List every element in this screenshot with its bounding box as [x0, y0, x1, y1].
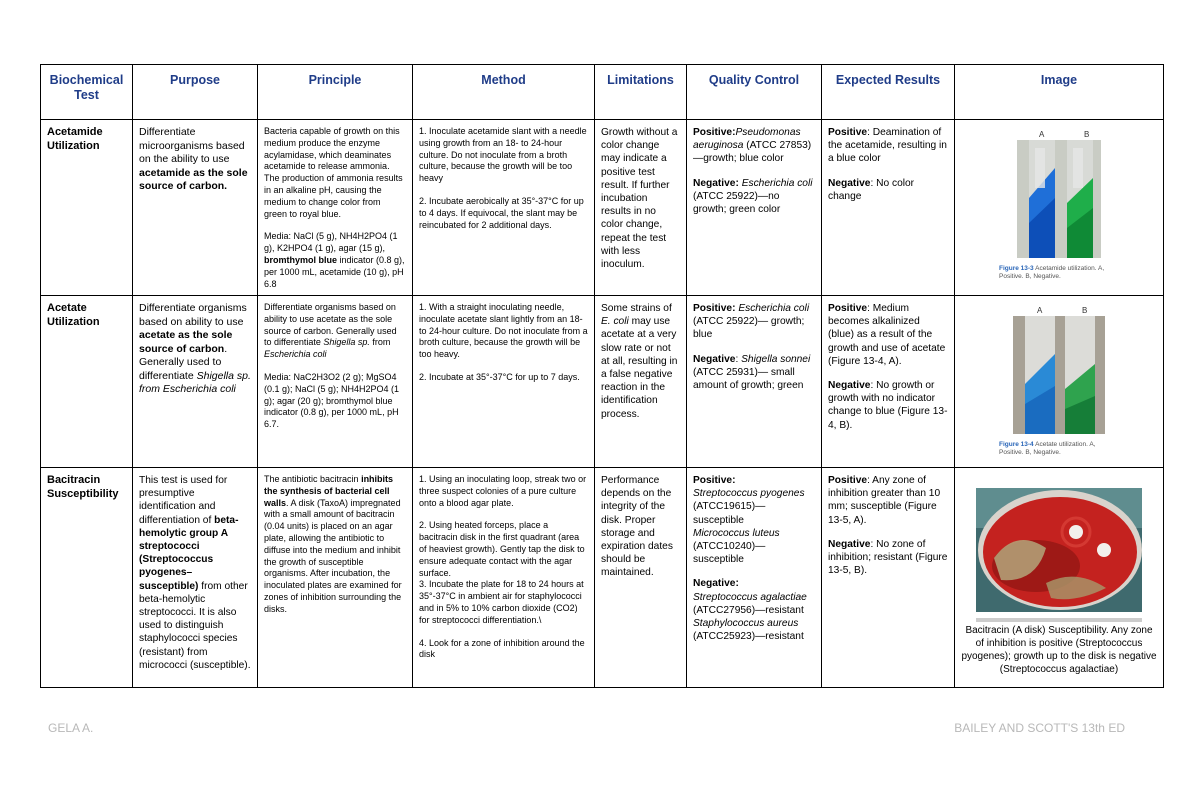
qc-result: (ATCC 25922)—no growth; green color: [693, 190, 781, 216]
qc-positive: [693, 474, 815, 566]
qc-negative: Negative: Shigella sonnei (ATCC 25931)— small amount of growth; green: [693, 353, 811, 392]
principle-bold: inhibits the synthesis of bacterial cell walls: [264, 474, 394, 508]
method-step: 4. Look for a zone of inhibition around the disk: [419, 637, 585, 660]
qc-organism: Streptococcus pyogenes: [693, 488, 805, 500]
bacitracin-figure: [976, 488, 1142, 622]
limitations-cell: [595, 468, 687, 688]
method-step: 2. Using heated forceps, place a bacitracin disk in the first quadrant (area of heaviest growth). Gently tap the disk to ensure adequate contact with the agar surface.: [419, 520, 585, 578]
qc-result: (ATCC 25922)— growth; blue: [693, 316, 805, 341]
expected-negative: [828, 177, 948, 203]
limitations-italic: E. coli: [601, 316, 629, 328]
purpose-text: Differentiate microorganisms based on the ability to use: [139, 126, 245, 165]
principle-text: Bacteria capable of growth on this medium produce the enzyme acylamidase, which deaminates acetamide to release ammonia. The production of ammonia results in an alkaline pH, causing the medium to change color from green to royal blue.: [264, 126, 403, 219]
qc-negative: [693, 177, 815, 217]
tube-label-a: A: [1039, 130, 1045, 139]
qc-positive-label: Positive:: [693, 127, 736, 138]
principle-cell: [258, 120, 413, 296]
tube-label-b: B: [1082, 306, 1088, 315]
purpose-bold: acetamide as the sole source of carbon.: [139, 166, 248, 192]
limitations-cell: [595, 296, 687, 468]
limitations-cell: [595, 120, 687, 296]
expected-positive: [828, 126, 948, 166]
test-name-cell: [41, 120, 133, 296]
table-row: [41, 120, 1164, 296]
footer-source: BAILEY AND SCOTT'S 13th ED: [954, 721, 1125, 735]
purpose-bold: acetate as the sole source of carbon: [139, 329, 233, 355]
limitations-text-end: may use acetate at a very slow rate or not at all, resulting in a false negative reaction in the identification process.: [601, 316, 678, 420]
expected-results-cell: [822, 296, 955, 468]
principle-media: Media: NaC2H3O2 (2 g); MgSO4 (0.1 g); NaCl (5 g); NH4H2PO4 (1 g); agar (20 g); bromthymol blue indicator (0.8 g), per 1000 mL, pH 6.7.: [264, 371, 400, 430]
qc-result: (ATCC 25931)— small amount of growth; green: [693, 366, 804, 392]
principle-text: [264, 302, 406, 361]
figure-caption-text: Acetate utilization. A, Positive. B, Negative.: [999, 441, 1096, 456]
expected-negative-text: : No color change: [828, 177, 915, 202]
principle-cell: [258, 468, 413, 688]
qc-positive: [693, 302, 815, 342]
figure-number: Figure 13-3: [999, 265, 1034, 272]
header-quality-control: Quality Control: [687, 65, 822, 120]
expected-positive-label: Positive: [828, 475, 868, 486]
method-step: 1. With a straight inoculating needle, inoculate acetate slant lightly from an 18- to 24-hour culture. Do not inoculate from a broth culture, because the growth will be too heavy.: [419, 302, 588, 360]
qc-negative: [693, 577, 815, 643]
principle-text-a: Differentiate organisms based on ability to use acetate as the sole source of carbon. Generally used to differentiate: [264, 302, 397, 348]
expected-positive-label: Positive: [828, 303, 868, 314]
expected-negative-label: Negative: [828, 177, 871, 189]
header-expected-results: Expected Results: [822, 65, 955, 120]
qc-organism: Staphylococcus aureus: [693, 618, 799, 630]
qc-organism: Streptococcus agalactiae: [693, 591, 807, 603]
figure-number: Figure 13-4: [999, 441, 1034, 448]
qc-positive: [693, 126, 815, 166]
purpose-text-2: from other beta-hemolytic streptococci. It is also used to distinguish staphylococci species (resistant) from micrococci (susceptible).: [139, 580, 251, 671]
header-biochemical-test: Biochemical Test: [41, 65, 133, 120]
qc-result: (ATCC25923)—resistant: [693, 631, 804, 643]
header-principle: Principle: [258, 65, 413, 120]
method-step: 2. Incubate at 35°-37°C for up to 7 days.: [419, 371, 580, 382]
qc-result: (ATCC19615)—susceptible: [693, 501, 766, 526]
method-step: 2. Incubate aerobically at 35°-37°C for up to 4 days. If equivocal, the slant may be reincubated for 2 additional days.: [419, 195, 584, 230]
test-name: Acetate Utilization: [47, 302, 100, 328]
expected-negative: [828, 538, 948, 578]
header-image: Image: [955, 65, 1164, 120]
biochemical-tests-table: [40, 64, 1164, 688]
qc-organism: Escherichia coli: [738, 303, 810, 314]
figure-caption-text: Acetamide utilization. A, Positive. B, Negative.: [999, 265, 1105, 280]
method-cell: [413, 296, 595, 468]
purpose-cell: [133, 468, 258, 688]
method-step: 1. Using an inoculating loop, streak two or three suspect colonies of a pure culture onto a blood agar plate.: [419, 474, 587, 508]
expected-positive: [828, 302, 948, 368]
qc-result: (ATCC 27853)—growth; blue color: [693, 140, 812, 165]
principle-text-b: from: [369, 337, 391, 348]
qc-negative-label: Negative: [693, 353, 736, 365]
expected-results-cell: [822, 468, 955, 688]
table-row: [41, 296, 1164, 468]
qc-organism: Shigella sonnei: [741, 353, 811, 365]
tube-label-a: A: [1037, 306, 1043, 315]
expected-positive-text: : Deamination of the acetamide, resulting in a blue color: [828, 127, 947, 165]
tube-label-b: B: [1084, 130, 1090, 139]
header-method: Method: [413, 65, 595, 120]
method-cell: [413, 120, 595, 296]
expected-positive-text: : Medium becomes alkalinized (blue) as a result of the growth and use of acetate (Figure 13-4, A).: [828, 303, 946, 367]
expected-negative-label: Negative: [828, 538, 871, 550]
test-name-cell: [41, 468, 133, 688]
qc-organism: Escherichia coli: [741, 177, 813, 189]
limitations-text: Growth without a color change may indicate a positive test result. If further incubation results in no color change, repeat the test with less inoculum.: [601, 127, 678, 271]
quality-control-cell: [687, 120, 822, 296]
acetate-tubes-photo: [999, 304, 1119, 434]
principle-text-a: The antibiotic bacitracin: [264, 474, 362, 484]
limitations-text: Some strains of: [601, 303, 672, 314]
purpose-cell: [133, 296, 258, 468]
method-step: 1. Inoculate acetamide slant with a needle using growth from an 18- to 24-hour culture. Do not inoculate from a broth culture, because the growth will be too heavy: [419, 126, 587, 184]
quality-control-cell: [687, 296, 822, 468]
method-cell: [413, 468, 595, 688]
media-text: Media: NaCl (5 g), NH4H2PO4 (1 g), K2HPO4 (1 g), agar (15 g),: [264, 231, 398, 254]
header-purpose: Purpose: [133, 65, 258, 120]
purpose-text: This test is used for presumptive identification and differentiation of: [139, 475, 228, 526]
media-text-end: indicator (0.8 g), per 1000 mL, acetamide (10 g), pH 6.8: [264, 254, 405, 289]
qc-result: (ATCC10240)—susceptible: [693, 541, 766, 566]
qc-negative-label: Negative:: [693, 177, 739, 189]
acetate-figure: [999, 304, 1119, 457]
bacitracin-caption: Bacitracin (A disk) Susceptibility. Any zone of inhibition is positive (Streptococcus pyogenes); growth up to the disk is negative (Streptococcus agalactiae): [961, 625, 1157, 675]
qc-result: (ATCC27956)—resistant: [693, 604, 804, 616]
principle-italic: Escherichia coli: [264, 349, 327, 360]
qc-organism: Micrococcus luteus: [693, 527, 780, 539]
image-cell: [955, 120, 1164, 296]
expected-positive-text: : Any zone of inhibition greater than 10 mm; susceptible (Figure 13-5, A).: [828, 475, 941, 526]
header-limitations: Limitations: [595, 65, 687, 120]
header-row: [41, 65, 1164, 120]
principle-media: [264, 231, 406, 290]
expected-negative: [828, 379, 948, 432]
acetamide-figure: [999, 128, 1119, 281]
expected-positive: [828, 474, 948, 527]
expected-positive-label: Positive: [828, 127, 868, 138]
test-name-cell: [41, 296, 133, 468]
purpose-cell: [133, 120, 258, 296]
qc-negative-label: Negative:: [693, 578, 739, 590]
qc-positive-label: Positive:: [693, 303, 736, 314]
table-row: [41, 468, 1164, 688]
quality-control-cell: [687, 468, 822, 688]
blood-agar-plate-photo: [976, 488, 1142, 612]
purpose-bold: beta-hemolytic group A streptococci (Streptococcus pyogenes– susceptible): [139, 514, 239, 592]
expected-negative-label: Negative: [828, 380, 871, 392]
purpose-text: Differentiate organisms based on ability to use: [139, 302, 247, 328]
principle-italic: Shigella sp.: [323, 337, 370, 348]
expected-results-cell: [822, 120, 955, 296]
qc-organism: Pseudomonas aeruginosa: [693, 127, 801, 152]
method-step: 3. Incubate the plate for 18 to 24 hours at 35°-37°C in ambient air for staphylococci and in 5% to 10% carbon dioxide (CO2) for streptococci differentiation.\: [419, 579, 584, 625]
media-bold: bromthymol blue: [264, 254, 338, 265]
expected-negative-text: : No zone of inhibition; resistant (Figure 13-5, B).: [828, 538, 948, 577]
figure-caption: [999, 441, 1119, 457]
figure-caption: [999, 265, 1119, 281]
purpose-italic: Shigella sp. from Escherichia coli: [139, 369, 251, 395]
purpose-text-2: . Generally used to differentiate: [139, 342, 228, 382]
limitations-text: Performance depends on the integrity of the disk. Proper storage and expiration dates should be maintained.: [601, 475, 673, 579]
acetamide-tubes-photo: [999, 128, 1119, 258]
footer-author: GELA A.: [48, 721, 94, 735]
test-name: Bacitracin Susceptibility: [47, 474, 119, 500]
qc-positive-label: Positive:: [693, 475, 736, 486]
principle-cell: [258, 296, 413, 468]
image-cell: [955, 468, 1164, 688]
expected-negative-text: : No growth or growth with no indicator change to blue (Figure 13-4, B).: [828, 380, 948, 431]
principle-text-b: . A disk (TaxoA) impregnated with a small amount of bacitracin (0.04 units) is placed on an agar plate, allowing the antibiotic to diffuse into the medium and inhibit the growth of susceptible organisms. After incubation, the inoculated plates are examined for zones of inhibition surrounding the disks.: [264, 497, 402, 614]
test-name: Acetamide Utilization: [47, 126, 103, 152]
image-cell: [955, 296, 1164, 468]
